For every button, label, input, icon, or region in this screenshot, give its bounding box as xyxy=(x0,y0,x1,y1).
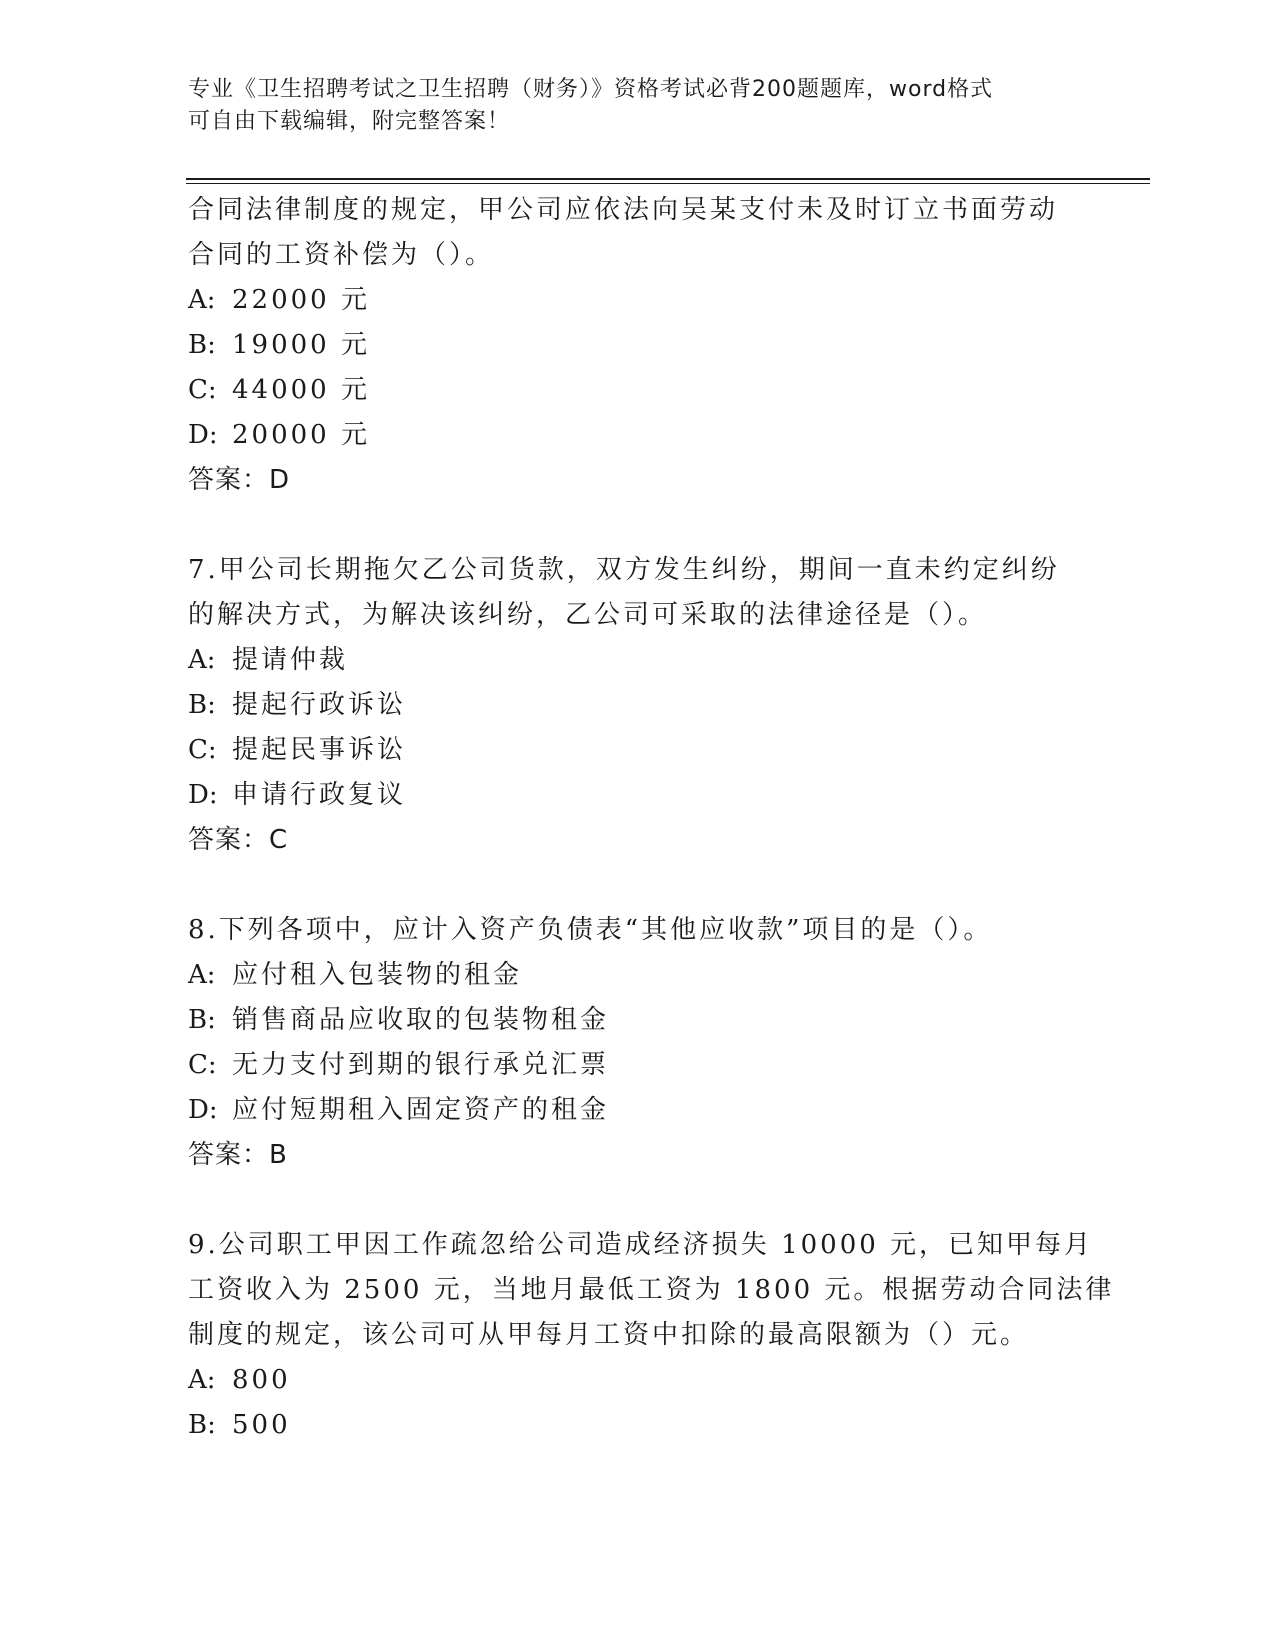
option-text: 销售商品应收取的包装物租金 xyxy=(232,1005,610,1035)
option-b xyxy=(188,1403,1088,1448)
option-label: D: xyxy=(188,420,218,450)
header-divider-thin xyxy=(186,183,1150,184)
spacer xyxy=(188,503,1088,548)
option-c xyxy=(188,368,1088,413)
answer-line: 答案：D xyxy=(188,465,291,495)
spacer xyxy=(188,1178,1088,1223)
option-a xyxy=(188,953,1088,998)
question-text-line: 的解决方式，为解决该纠纷，乙公司可采取的法律途径是（）。 xyxy=(188,600,988,630)
option-b xyxy=(188,998,1088,1043)
question-text-line: 工资收入为 2500 元，当地月最低工资为 1800 元。根据劳动合同法律 xyxy=(188,1275,1115,1305)
option-b xyxy=(188,683,1088,728)
option-text: 44000 元 xyxy=(232,375,370,405)
question-list xyxy=(188,188,1115,1448)
option-a xyxy=(188,278,1088,323)
answer-line: 答案：B xyxy=(188,1140,288,1170)
question-text-line: 9.公司职工甲因工作疏忽给公司造成经济损失 10000 元，已知甲每月 xyxy=(188,1230,1094,1260)
option-text: 无力支付到期的银行承兑汇票 xyxy=(232,1050,610,1080)
question-text-line: 合同的工资补偿为（）。 xyxy=(188,240,495,270)
option-d xyxy=(188,1088,1088,1133)
option-text: 提起民事诉讼 xyxy=(232,735,407,765)
question-text-line: 合同法律制度的规定，甲公司应依法向吴某支付未及时订立书面劳动 xyxy=(188,195,1059,225)
option-b xyxy=(188,323,1088,368)
spacer xyxy=(188,863,1088,908)
header-title-line-2: 可自由下载编辑，附完整答案！ xyxy=(188,109,511,134)
option-text: 20000 元 xyxy=(232,420,370,450)
question-7 xyxy=(188,548,1088,863)
option-label: C: xyxy=(188,1050,217,1080)
option-label: A: xyxy=(188,1365,216,1395)
option-d xyxy=(188,413,1088,458)
option-label: A: xyxy=(188,645,216,675)
option-label: A: xyxy=(188,285,216,315)
option-text: 800 xyxy=(232,1365,291,1395)
question-8 xyxy=(188,908,1088,1178)
option-c xyxy=(188,1043,1088,1088)
header-title-line-1: 专业《卫生招聘考试之卫生招聘（财务）》资格考试必背200题题库，word格式 xyxy=(188,77,994,102)
option-a xyxy=(188,638,1088,683)
header-divider-thick xyxy=(186,178,1150,180)
option-label: B: xyxy=(188,1410,216,1440)
question-9 xyxy=(188,1223,1115,1448)
option-text: 申请行政复议 xyxy=(232,780,407,810)
option-c xyxy=(188,728,1088,773)
option-label: B: xyxy=(188,330,216,360)
option-text: 提请仲裁 xyxy=(232,645,349,675)
option-label: A: xyxy=(188,960,216,990)
option-a xyxy=(188,1358,1088,1403)
option-text: 19000 元 xyxy=(232,330,370,360)
option-text: 应付租入包装物的租金 xyxy=(232,960,523,990)
question-text-line: 8.下列各项中，应计入资产负债表“其他应收款”项目的是（）。 xyxy=(188,915,993,945)
question-6 xyxy=(188,188,1088,503)
option-label: B: xyxy=(188,690,216,720)
answer-line: 答案：C xyxy=(188,825,289,855)
option-label: C: xyxy=(188,375,217,405)
option-text: 22000 元 xyxy=(232,285,370,315)
option-label: D: xyxy=(188,1095,218,1125)
option-label: B: xyxy=(188,1005,216,1035)
option-label: C: xyxy=(188,735,217,765)
option-text: 提起行政诉讼 xyxy=(232,690,407,720)
option-text: 应付短期租入固定资产的租金 xyxy=(232,1095,610,1125)
option-d xyxy=(188,773,1088,818)
document-header xyxy=(188,74,1068,138)
question-text-line: 制度的规定，该公司可从甲每月工资中扣除的最高限额为（）元。 xyxy=(188,1320,1030,1350)
option-text: 500 xyxy=(232,1410,291,1440)
question-text-line: 7.甲公司长期拖欠乙公司货款，双方发生纠纷，期间一直未约定纠纷 xyxy=(188,555,1060,585)
option-label: D: xyxy=(188,780,218,810)
